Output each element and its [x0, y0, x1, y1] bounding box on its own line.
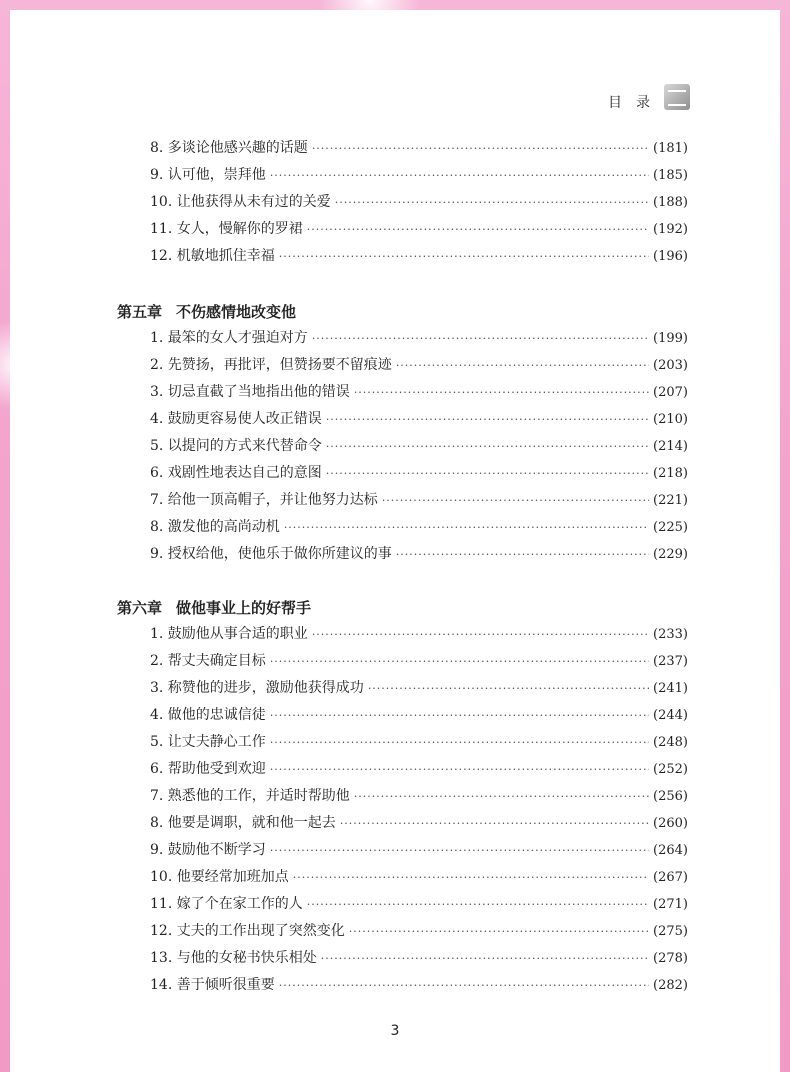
toc-entry[interactable] [150, 460, 688, 486]
leader-dots [307, 892, 649, 918]
toc-entry-page: (181) [653, 141, 688, 156]
toc-entry-title: 1. 鼓励他从事合适的职业 [150, 626, 308, 642]
toc-entry[interactable] [150, 648, 688, 674]
chapter-title: 做他事业上的好帮手 [176, 599, 312, 617]
toc-entry-title: 8. 多谈论他感兴趣的话题 [150, 140, 308, 156]
toc-page [10, 10, 780, 1072]
chapter-number: 第五章 [117, 303, 163, 321]
toc-entry-page: (218) [653, 466, 688, 481]
toc-entry-page: (210) [653, 412, 688, 427]
leader-dots [396, 542, 649, 568]
toc-entry-title: 3. 切忌直截了当地指出他的错误 [150, 384, 350, 400]
toc-entry[interactable] [150, 135, 688, 161]
toc-entry[interactable] [150, 675, 688, 701]
toc-entry-title: 6. 帮助他受到欢迎 [150, 761, 266, 777]
toc-entry-title: 4. 做他的忠诚信徒 [150, 707, 266, 723]
toc-entry-page: (264) [653, 843, 688, 858]
toc-entry-page: (278) [653, 951, 688, 966]
toc-entry[interactable] [150, 487, 688, 513]
chapter-title: 不伤感情地改变他 [176, 303, 297, 321]
toc-entry-title: 11. 嫁了个在家工作的人 [150, 896, 303, 912]
leader-dots [326, 407, 649, 433]
running-header: 目 录 [608, 95, 650, 111]
leader-dots [326, 434, 649, 460]
toc-entry[interactable] [150, 810, 688, 836]
chapter-heading[interactable] [117, 597, 311, 618]
toc-entry-title: 10. 他要经常加班加点 [150, 869, 289, 885]
leader-dots [307, 217, 649, 243]
toc-entry[interactable] [150, 756, 688, 782]
toc-entry-page: (185) [653, 168, 688, 183]
leader-dots [349, 919, 649, 945]
leader-dots [321, 946, 649, 972]
toc-entry-title: 1. 最笨的女人才强迫对方 [150, 330, 308, 346]
toc-entry[interactable] [150, 837, 688, 863]
leader-dots [340, 811, 649, 837]
toc-entry-title: 2. 帮丈夫确定目标 [150, 653, 266, 669]
toc-entry[interactable] [150, 514, 688, 540]
toc-entry[interactable] [150, 729, 688, 755]
leader-dots [368, 676, 649, 702]
leader-dots [270, 649, 649, 675]
page-number: 3 [390, 1023, 400, 1039]
toc-entry-title: 8. 他要是调职，就和他一起去 [150, 815, 336, 831]
toc-entry-title: 7. 给他一顶高帽子，并让他努力达标 [150, 492, 378, 508]
toc-entry-page: (271) [653, 897, 688, 912]
toc-entry[interactable] [150, 864, 688, 890]
leader-dots [354, 784, 649, 810]
book-emblem-icon [664, 84, 690, 110]
leader-dots [326, 461, 649, 487]
leader-dots [279, 244, 649, 270]
toc-entry-page: (260) [653, 816, 688, 831]
toc-entry[interactable] [150, 243, 688, 269]
toc-entry-page: (244) [653, 708, 688, 723]
leader-dots [382, 488, 649, 514]
leader-dots [335, 190, 649, 216]
leader-dots [270, 838, 649, 864]
toc-entry-title: 2. 先赞扬，再批评，但赞扬要不留痕迹 [150, 357, 392, 373]
leader-dots [279, 973, 649, 999]
toc-entry[interactable] [150, 972, 688, 998]
toc-entry-title: 3. 称赞他的进步，激励他获得成功 [150, 680, 364, 696]
leader-dots [293, 865, 649, 891]
toc-entry-page: (214) [653, 439, 688, 454]
toc-entry[interactable] [150, 216, 688, 242]
toc-entry-title: 6. 戏剧性地表达自己的意图 [150, 465, 322, 481]
toc-entry[interactable] [150, 433, 688, 459]
leader-dots [270, 163, 649, 189]
toc-entry-page: (252) [653, 762, 688, 777]
leader-dots [312, 622, 649, 648]
leader-dots [270, 757, 649, 783]
leader-dots [312, 136, 649, 162]
toc-entry[interactable] [150, 189, 688, 215]
toc-entry[interactable] [150, 379, 688, 405]
toc-entry-title: 11. 女人，慢解你的罗裙 [150, 221, 303, 237]
toc-entry-title: 7. 熟悉他的工作，并适时帮助他 [150, 788, 350, 804]
toc-entry[interactable] [150, 352, 688, 378]
toc-entry[interactable] [150, 325, 688, 351]
toc-entry-title: 5. 让丈夫静心工作 [150, 734, 266, 750]
toc-entry[interactable] [150, 621, 688, 647]
chapter-number: 第六章 [117, 599, 163, 617]
toc-entry-page: (233) [653, 627, 688, 642]
toc-entry-title: 8. 激发他的高尚动机 [150, 519, 280, 535]
toc-entry-title: 12. 机敏地抓住幸福 [150, 248, 275, 264]
toc-entry-page: (256) [653, 789, 688, 804]
toc-entry[interactable] [150, 406, 688, 432]
toc-entry-title: 5. 以提问的方式来代替命令 [150, 438, 322, 454]
leader-dots [312, 326, 649, 352]
toc-entry-title: 9. 授权给他，使他乐于做你所建议的事 [150, 546, 392, 562]
toc-entry-page: (188) [653, 195, 688, 210]
toc-entry-page: (207) [653, 385, 688, 400]
toc-entry-page: (196) [653, 249, 688, 264]
toc-entry[interactable] [150, 541, 688, 567]
toc-entry[interactable] [150, 918, 688, 944]
toc-entry-title: 10. 让他获得从未有过的关爱 [150, 194, 331, 210]
toc-entry-page: (267) [653, 870, 688, 885]
toc-entry-title: 9. 认可他，崇拜他 [150, 167, 266, 183]
toc-entry-page: (248) [653, 735, 688, 750]
toc-entry-page: (203) [653, 358, 688, 373]
toc-entry-page: (192) [653, 222, 688, 237]
toc-entry-title: 12. 丈夫的工作出现了突然变化 [150, 923, 345, 939]
toc-entry-page: (229) [653, 547, 688, 562]
toc-entry-page: (237) [653, 654, 688, 669]
leader-dots [354, 380, 649, 406]
leader-dots [270, 730, 649, 756]
toc-entry-page: (199) [653, 331, 688, 346]
toc-entry-title: 4. 鼓励更容易使人改正错误 [150, 411, 322, 427]
toc-entry[interactable] [150, 891, 688, 917]
leader-dots [284, 515, 649, 541]
toc-entry-title: 13. 与他的女秘书快乐相处 [150, 950, 317, 966]
toc-entry-page: (241) [653, 681, 688, 696]
toc-entry-title: 14. 善于倾听很重要 [150, 977, 275, 993]
chapter-heading[interactable] [117, 301, 296, 322]
toc-entry[interactable] [150, 702, 688, 728]
toc-entry-title: 9. 鼓励他不断学习 [150, 842, 266, 858]
toc-entry-page: (221) [653, 493, 688, 508]
toc-entry[interactable] [150, 783, 688, 809]
toc-entry[interactable] [150, 945, 688, 971]
toc-entry[interactable] [150, 162, 688, 188]
leader-dots [396, 353, 649, 379]
leader-dots [270, 703, 649, 729]
toc-entry-page: (282) [653, 978, 688, 993]
toc-entry-page: (275) [653, 924, 688, 939]
toc-entry-page: (225) [653, 520, 688, 535]
